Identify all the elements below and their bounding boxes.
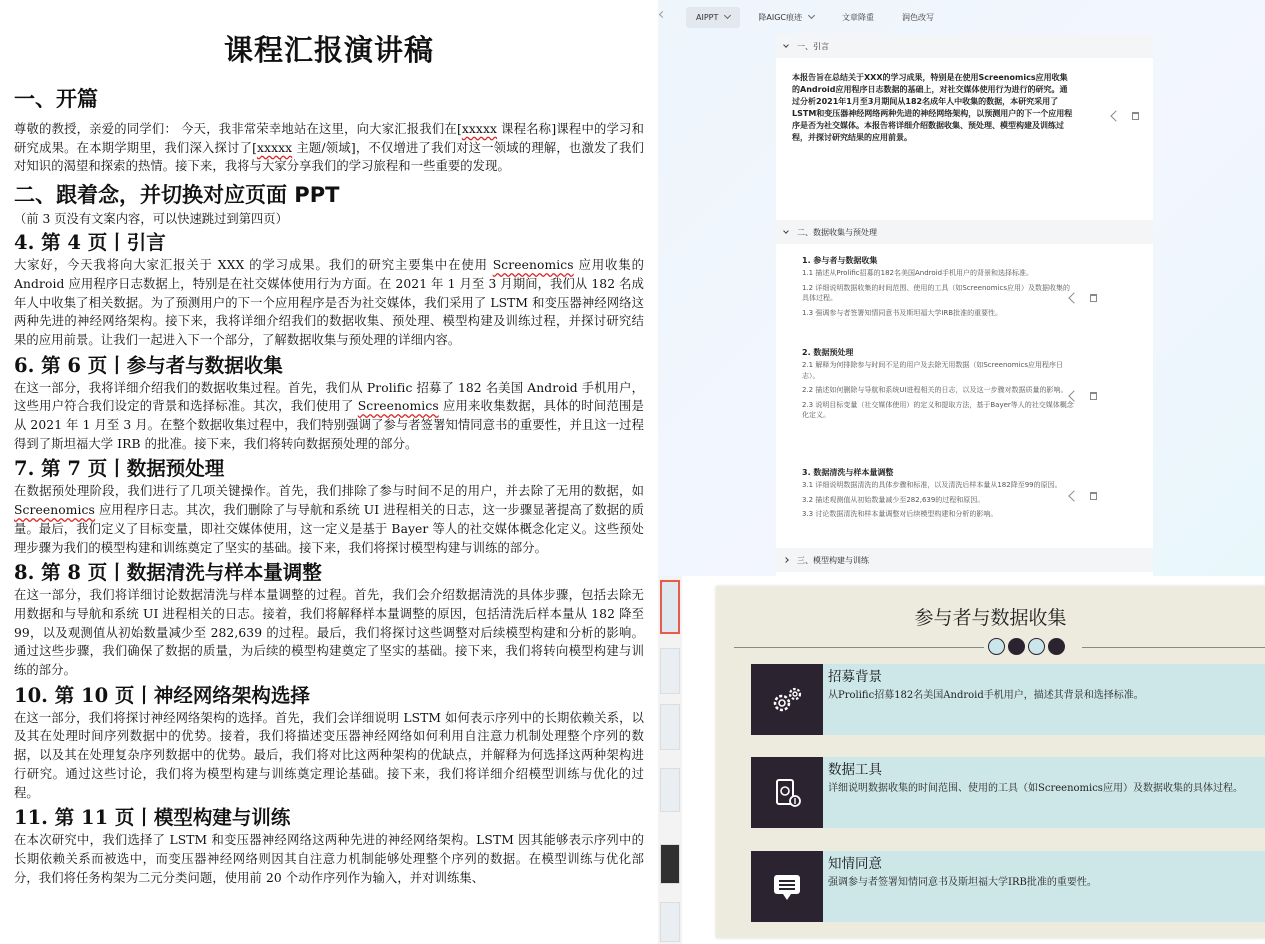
page-heading-8: 8. 第 8 页丨数据清洗与样本量调整: [14, 561, 322, 585]
card-title: 数据工具: [828, 762, 882, 778]
delete-icon[interactable]: [1090, 392, 1097, 400]
chevron-down-icon: [724, 12, 731, 19]
chevron-down-icon: [783, 228, 789, 234]
outline-section-3[interactable]: 三、模型构建与训练: [776, 548, 1153, 572]
delete-icon[interactable]: [1090, 294, 1097, 302]
top-toolbar: [658, 0, 1265, 34]
phone-money-icon: [772, 777, 802, 809]
spellcheck-word: Screenomics: [357, 399, 439, 414]
outline-sub-2: 2. 数据预处理 2.1 解释为何排除参与时间不足的用户及去除无用数据（如Screenomics应用程序日志）。 2.2 描述如何删除与导航和系统UI进程相关的日志，以及这一步骤对数据质量的影响。 2.3 说明目标变量（社交媒体使用）的定义和提取方法，基于Bayer等人的社交媒体概念化定义。: [776, 346, 1153, 466]
document-title: 课程汇报演讲稿: [223, 33, 434, 67]
outline-section-2[interactable]: 二、数据收集与预处理: [776, 220, 1153, 244]
card-text: 从Prolific招募182名美国Android手机用户，描述其背景和选择标准。: [828, 690, 1144, 701]
edit-icon[interactable]: [1110, 110, 1121, 121]
paragraph-page-8: 在这一部分，我们将详细讨论数据清洗与样本量调整的过程。首先，我们会介绍数据清洗的具体步骤，包括去除无用数据和与导航和系统 UI 进程相关的日志。接着，我们将解释样本量调整的原因，包括清洗后样本量从 182 降至 99，以及观测值从初始数量减少至 282,639 的过程。最后，我们将探讨这些调整对后续模型构建和分析的影响。通过这些步骤，我们确保了数据的质量，为后续的模型构建奠定了坚实的基础。接下来，我们将转向模型构建与训练的部分。: [14, 588, 644, 678]
spellcheck-word: xxxxx: [257, 140, 293, 155]
slide-thumbnail[interactable]: [660, 902, 680, 942]
page-heading-6: 6. 第 6 页丨参与者与数据收集: [14, 353, 283, 377]
page-heading-11: 11. 第 11 页丨模型构建与训练: [14, 806, 291, 830]
section-note: （前 3 页没有文案内容，可以快速跳过到第四页）: [14, 212, 288, 227]
card-text: 强调参与者签署知情同意书及斯坦福大学IRB批准的重要性。: [828, 877, 1097, 888]
slide-card-data-tools: [751, 757, 1265, 828]
slide-card-recruitment: [751, 664, 1265, 735]
tab-polish[interactable]: 润色改写: [902, 12, 934, 22]
chevron-left-icon[interactable]: [659, 11, 666, 18]
chevron-down-icon: [808, 12, 815, 19]
tab-rewrite[interactable]: 文章降重: [842, 12, 874, 22]
card-title: 招募背景: [828, 669, 882, 685]
spellcheck-word: xxxxx: [461, 122, 498, 136]
slide-thumbnail[interactable]: [660, 704, 680, 750]
paragraph-page-10: 在这一部分，我们将探讨神经网络架构的选择。首先，我们会详细说明 LSTM 如何表示序列中的长期依赖关系，以及其在处理时间序列数据中的优势。接着，我们将描述变压器神经网络如何利用自注意力机制处理整个序列的数据，以及其在处理复杂序列数据中的优势。最后，我们将对比这两种架构的优缺点，并解释为何选择这两种架构进行研究。通过这些讨论，我们将为模型构建与训练奠定理论基础。接下来，我们将详细介绍模型训练与优化的过程。: [14, 710, 644, 800]
page-heading-10: 10. 第 10 页丨神经网络架构选择: [14, 683, 310, 707]
slide-thumbnail[interactable]: [660, 844, 680, 884]
outline-section-1[interactable]: 一、引言: [776, 34, 1153, 58]
delete-icon[interactable]: [1090, 492, 1097, 500]
tab-aippt[interactable]: AIPPT: [686, 7, 740, 28]
card-title: 知情同意: [828, 856, 882, 872]
paragraph-opening: 尊敬的教授，亲爱的同学们： 今天，我非常荣幸地站在这里，向大家汇报我们在[xxxxx 课程名称]课程中的学习和研究成果。在本期学期里，我们深入探讨了[xxxxx 主题/领域]，不仅增进了我们对这一领域的理解，也激发了我们对知识的渴望和探索的热情。接下来，我将与大家分享我们的学习旅程和一些重要的发现。: [14, 122, 644, 174]
paragraph-page-4: 大家好，今天我将向大家汇报关于 XXX 的学习成果。我们的研究主要集中在使用 Screenomics 应用收集的 Android 应用程序日志数据上，特别是在社交媒体使用行为方面。在 2021 年 1 月至 3 月期间，我们从 182 名成年人中收集了相关数据。为了预测用户的下一个应用程序是否为社交媒体，我们采用了 LSTM 和变压器神经网络这两种先进的神经网络架构。接下来，我将详细介绍我们的数据收集、预处理、模型构建及训练过程，并探讨研究结果的应用前景。让我们一起进入下一个部分，了解数据收集与预处理的详细内容。: [14, 258, 645, 347]
spellcheck-word: Screenomics: [14, 503, 95, 518]
section-heading-follow: 二、跟着念，并切换对应页面 PPT: [14, 183, 340, 208]
slide-thumbnail[interactable]: [660, 580, 680, 634]
edit-icon[interactable]: [1068, 292, 1079, 303]
paragraph-page-7: 在数据预处理阶段，我们进行了几项关键操作。首先，我们排除了参与时间不足的用户，并去除了无用的数据，如 Screenomics 应用程序日志。其次，我们删除了与导航和系统 UI 进程相关的日志，这一步骤显著提高了数据的质量。最后，我们定义了目标变量，即社交媒体使用，这一定义是基于 Bayer 等人的社交媒体概念化定义。这些预处理步骤为我们的模型构建和训练奠定了坚实的基础。接下来，我们将探讨模型构建与训练的部分。: [14, 484, 644, 555]
edit-icon[interactable]: [1068, 490, 1079, 501]
slide-title: 参与者与数据收集: [914, 607, 1067, 629]
tab-reduce-aigc[interactable]: 降AIGC痕迹: [748, 6, 824, 29]
slide-thumbnail[interactable]: [660, 768, 680, 812]
outline-sub-1: 1. 参与者与数据收集 1.1 描述从Prolific招募的182名美国Android手机用户的背景和选择标准。 1.2 详细说明数据收集的时间范围、使用的工具（如Screenomics应用）及数据收集的具体过程。 1.3 强调参与者签署知情同意书及斯坦福大学IRB批准的重要性。: [776, 254, 1153, 346]
spellcheck-word: Screenomics: [492, 258, 574, 273]
paragraph-page-11: 在本次研究中，我们选择了 LSTM 和变压器神经网络这两种先进的神经网络架构。LSTM 因其能够表示序列中的长期依赖关系而被选中，而变压器神经网络则因其自注意力机制能够处理整个序列的数据。在模型训练与优化部分，我们将任务构架为二元分类问题，使用前 20 个动作序列作为输入，并对训练集、: [14, 833, 644, 885]
slide-preview[interactable]: [716, 586, 1265, 938]
card-text: 详细说明数据收集的时间范围、使用的工具（如Screenomics应用）及数据收集的具体过程。: [828, 783, 1243, 794]
page-heading-7: 7. 第 7 页丨数据预处理: [14, 457, 225, 481]
edit-icon[interactable]: [1068, 390, 1079, 401]
decorative-dots: [988, 638, 1065, 655]
outline-editor: [776, 34, 1153, 576]
slide-card-consent: [751, 851, 1265, 922]
slide-thumbnail-strip[interactable]: [658, 576, 682, 944]
delete-icon[interactable]: [1132, 112, 1139, 120]
divider: [1082, 647, 1265, 648]
page-heading-4: 4. 第 4 页丨引言: [14, 231, 166, 255]
divider: [734, 647, 984, 648]
chevron-down-icon: [783, 42, 789, 48]
outline-intro-text: 本报告旨在总结关于XXX的学习成果，特别是在使用Screenomics应用收集的Android应用程序日志数据的基础上，对社交媒体使用行为进行的研究。通过分析2021年1月至3月期间从182名成年人中收集的数据，本研究采用了LSTM和变压器神经网络两种先进的神经网络架构，以预测用户的下一个应用程序是否为社交媒体。本报告将详细介绍数据收集、预处理、模型构建及训练过程，并探讨研究结果的应用前景。: [776, 58, 1153, 206]
paragraph-page-6: 在这一部分，我将详细介绍我们的数据收集过程。首先，我们从 Prolific 招募了 182 名美国 Android 手机用户，这些用户符合我们设定的背景和选择标准。其次，我们使用了 Screenomics 应用来收集数据，具体的时间范围是从 2021 年 1 月至 3 月。在整个数据收集过程中，我们特别强调了参与者签署知情同意书的重要性，并且这一过程得到了斯坦福大学 IRB 的批准。接下来，我们将转向数据预处理的部分。: [14, 380, 644, 451]
ai-outline-panel: [658, 0, 1265, 576]
gears-icon: [769, 685, 805, 715]
slide-thumbnail[interactable]: [660, 648, 680, 694]
outline-sub-3: 3. 数据清洗与样本量调整 3.1 详细说明数据清洗的具体步骤和标准，以及清洗后样本量从182降至99的原因。 3.2 描述观测值从初始数量减少至282,639的过程和原因。 3.3 讨论数据清洗和样本量调整对后续模型构建和分析的影响。: [776, 466, 1153, 548]
chat-doc-icon: [771, 871, 803, 903]
chevron-right-icon: [783, 557, 789, 563]
section-heading-opening: 一、开篇: [14, 87, 98, 111]
